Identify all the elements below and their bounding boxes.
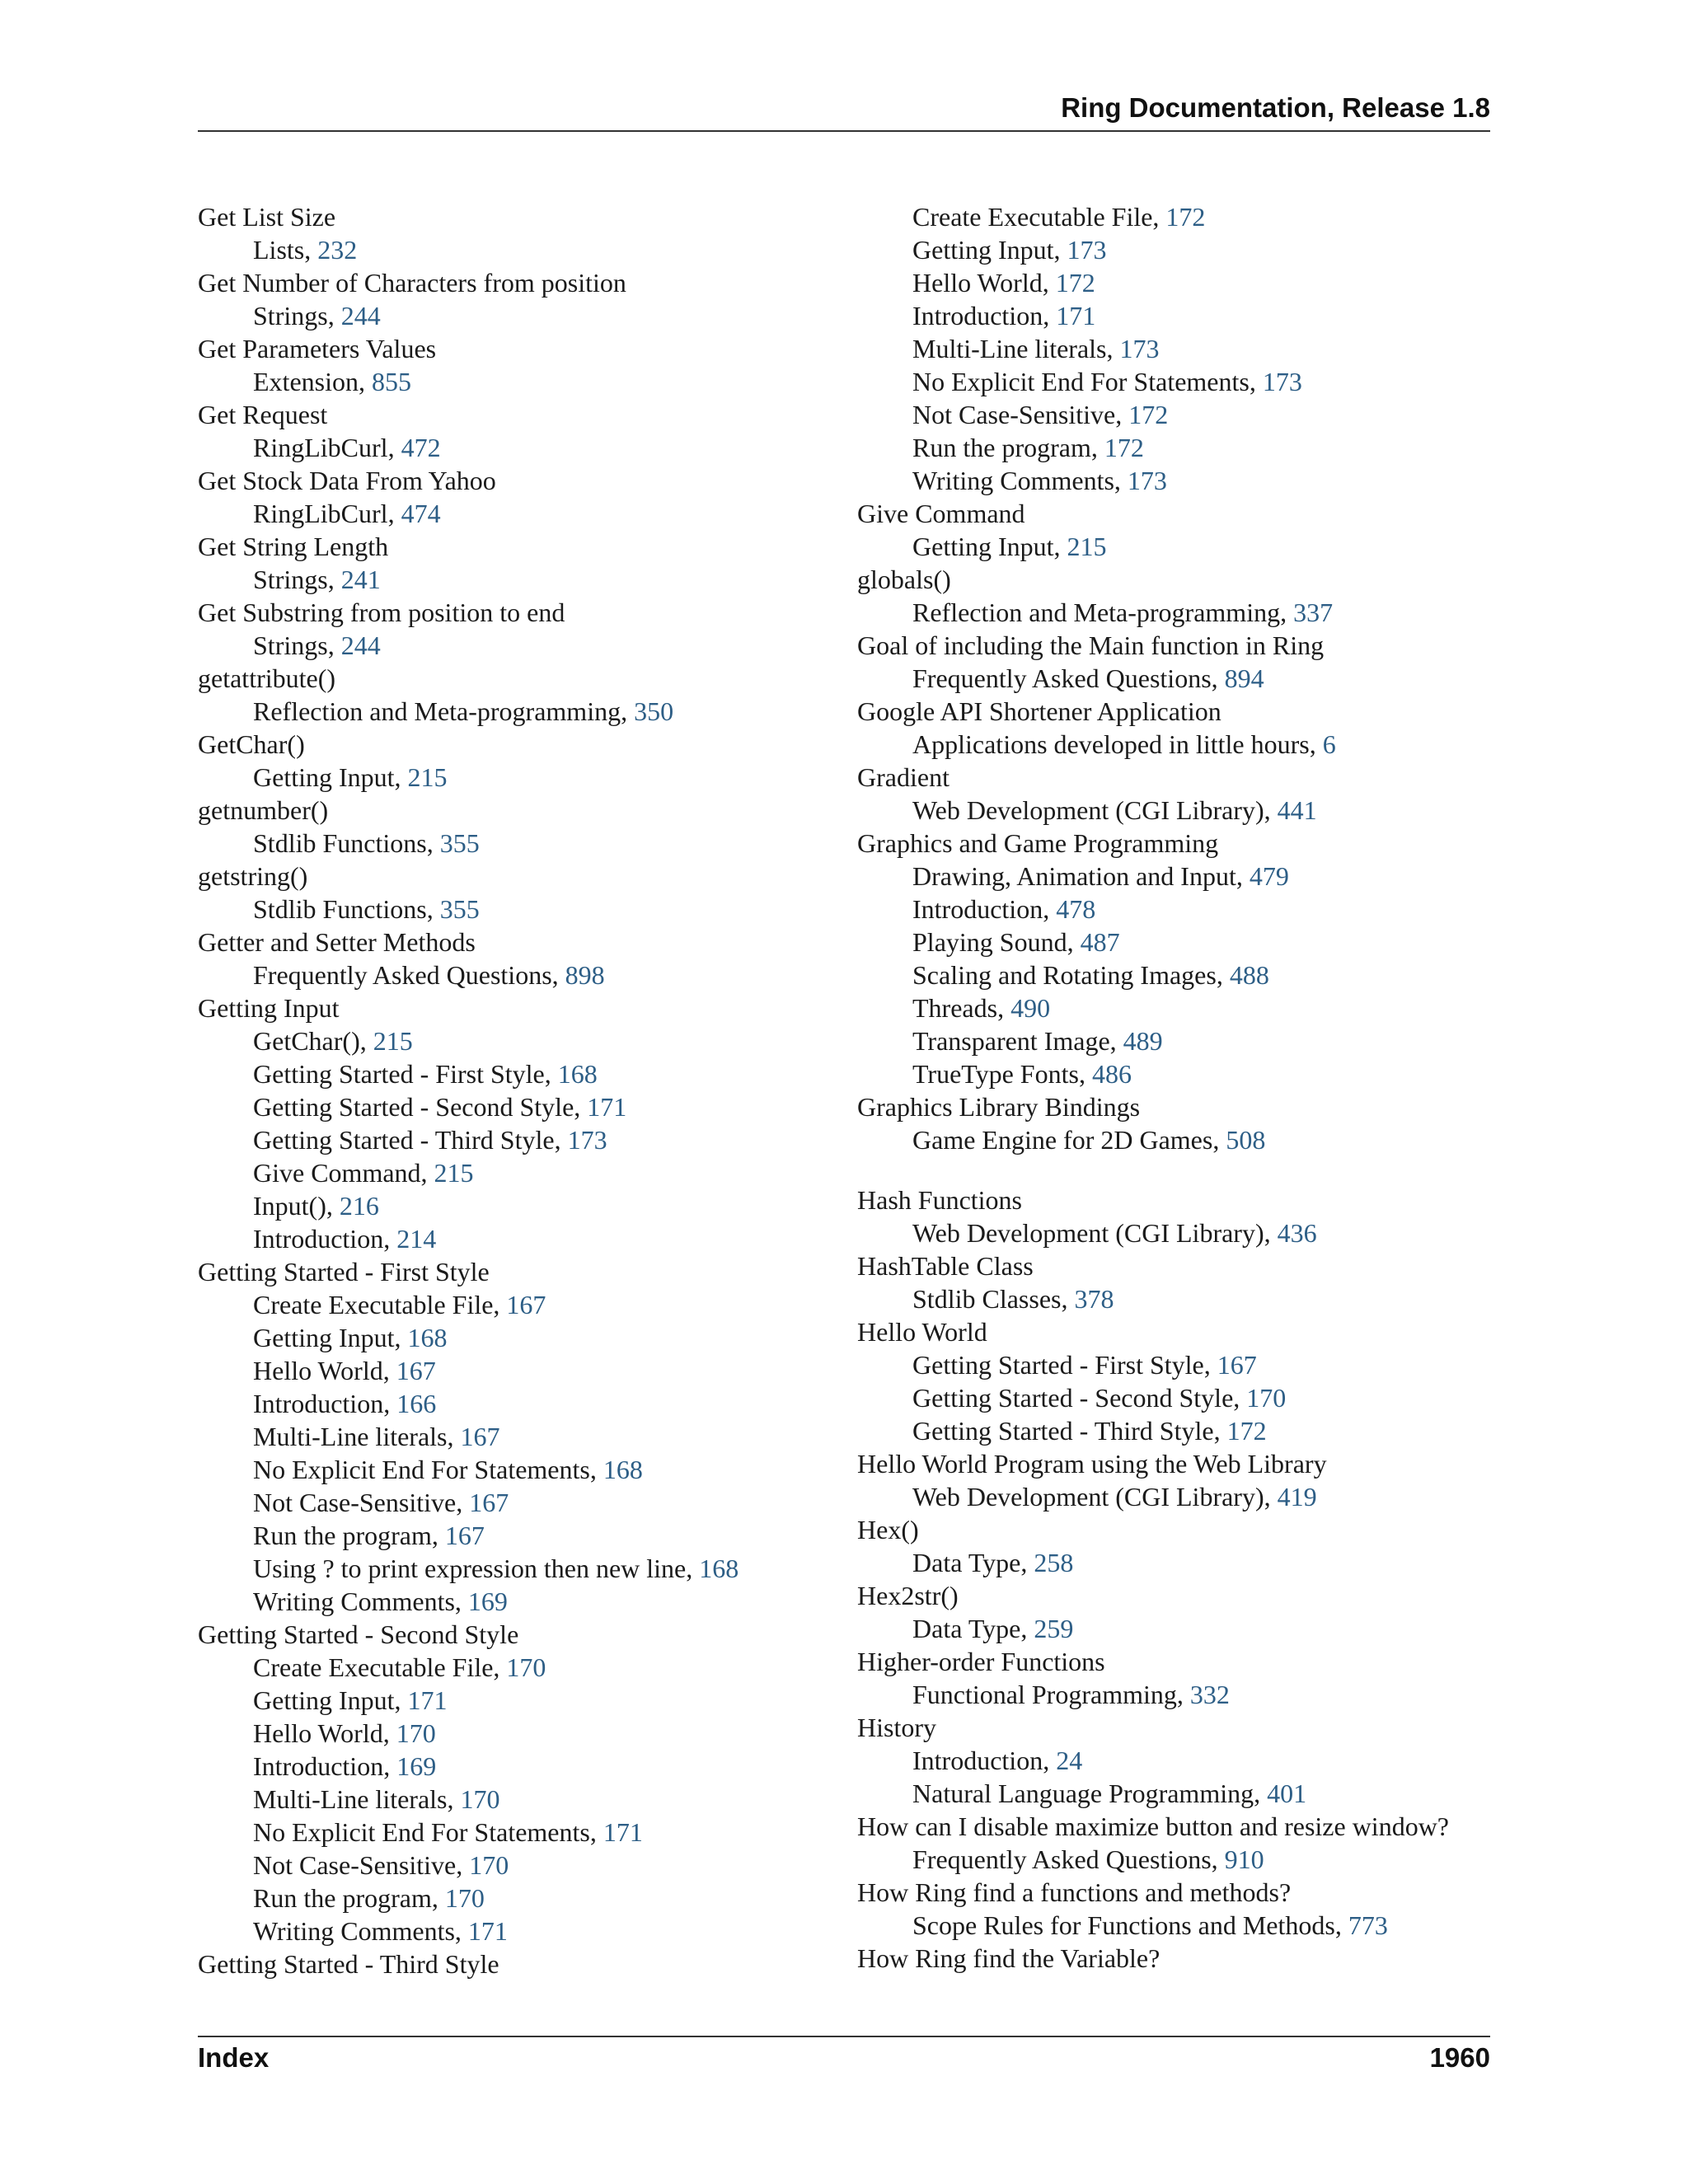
- index-subentry: [198, 1816, 841, 1849]
- index-subentry: [198, 1486, 841, 1519]
- index-subentry-label: Frequently Asked Questions,: [912, 663, 1225, 693]
- index-subentry-label: Data Type,: [912, 1548, 1034, 1577]
- index-subentry: [857, 1024, 1500, 1057]
- index-subentry: [857, 1381, 1500, 1414]
- index-subentry: [198, 1783, 841, 1816]
- index-term: Get String Length: [198, 532, 389, 561]
- page-reference-link[interactable]: 167: [506, 1290, 546, 1319]
- page-reference-link[interactable]: 215: [1067, 532, 1107, 561]
- page-reference-link[interactable]: 350: [634, 696, 674, 726]
- index-subentry: [857, 662, 1500, 695]
- index-term: Give Command: [857, 499, 1025, 528]
- index-subentry: [198, 1750, 841, 1783]
- index-subentry-label: No Explicit End For Statements,: [253, 1817, 603, 1847]
- index-subentry-label: Hello World,: [253, 1718, 396, 1748]
- index-column-left: [198, 200, 841, 1980]
- page-reference-link[interactable]: 489: [1123, 1026, 1163, 1056]
- index-subentry: [198, 1882, 841, 1915]
- running-header-title: Ring Documentation, Release 1.8: [1061, 92, 1490, 123]
- page-reference-link[interactable]: 167: [444, 1521, 485, 1550]
- page-reference-link[interactable]: 259: [1034, 1614, 1074, 1643]
- index-subentry: [198, 1321, 841, 1354]
- index-term: Getting Started - First Style: [198, 1257, 490, 1286]
- index-subentry-label: Reflection and Meta-programming,: [253, 696, 635, 726]
- index-subentry: [198, 1717, 841, 1750]
- index-subentry: [857, 1282, 1500, 1315]
- index-subentry-label: Input(),: [253, 1191, 340, 1221]
- page-reference-link[interactable]: 898: [565, 960, 605, 990]
- page-reference-link[interactable]: 172: [1226, 1416, 1267, 1446]
- index-subentry: [198, 1057, 841, 1090]
- index-subentry: [198, 431, 841, 464]
- page-reference-link[interactable]: 773: [1348, 1910, 1388, 1940]
- index-subentry-label: Getting Input,: [253, 1685, 408, 1715]
- index-subentry-label: Multi-Line literals,: [253, 1422, 461, 1451]
- index-subentry-label: Not Case-Sensitive,: [912, 400, 1129, 429]
- index-term: Getting Input: [198, 993, 340, 1023]
- page-reference-link[interactable]: 170: [460, 1784, 500, 1814]
- index-subentry: [857, 728, 1500, 761]
- index-subentry: [198, 299, 841, 332]
- index-subentry: [857, 596, 1500, 629]
- index-term: How Ring find a functions and methods?: [857, 1877, 1292, 1907]
- page-reference-link[interactable]: 172: [1055, 268, 1095, 298]
- index-subentry: [857, 365, 1500, 398]
- index-subentry-label: Getting Input,: [912, 532, 1067, 561]
- index-term: Gradient: [857, 762, 950, 792]
- page-reference-link[interactable]: 419: [1277, 1482, 1317, 1511]
- page-reference-link[interactable]: 170: [506, 1652, 546, 1682]
- index-subentry: [857, 332, 1500, 365]
- page-reference-link[interactable]: 855: [371, 367, 411, 396]
- index-subentry-label: Introduction,: [912, 1746, 1057, 1775]
- index-subentry-label: Introduction,: [912, 301, 1057, 330]
- index-subentry-label: Strings,: [253, 630, 341, 660]
- index-subentry: [198, 365, 841, 398]
- index-subentry-label: Writing Comments,: [253, 1586, 468, 1616]
- index-subentry-label: Strings,: [253, 301, 341, 330]
- index-subentry: [857, 1123, 1500, 1156]
- page-reference-link[interactable]: 355: [439, 828, 480, 858]
- index-term: Get Request: [198, 400, 328, 429]
- index-subentry-label: Introduction,: [253, 1751, 397, 1781]
- index-subentry-label: Stdlib Functions,: [253, 894, 440, 924]
- page-reference-link[interactable]: 171: [407, 1685, 448, 1715]
- page-reference-link[interactable]: 171: [603, 1817, 643, 1847]
- index-subentry-label: Natural Language Programming,: [912, 1779, 1268, 1808]
- index-subentry-label: Getting Started - First Style,: [253, 1059, 558, 1089]
- index-term: globals(): [857, 565, 951, 594]
- index-subentry-label: RingLibCurl,: [253, 433, 401, 462]
- index-subentry: [198, 893, 841, 926]
- index-subentry-label: Hello World,: [912, 268, 1056, 298]
- page-reference-link[interactable]: 167: [469, 1488, 509, 1517]
- page-reference-link[interactable]: 169: [396, 1751, 437, 1781]
- index-subentry: [857, 926, 1500, 958]
- page-reference-link[interactable]: 172: [1128, 400, 1169, 429]
- index-subentry: [857, 1348, 1500, 1381]
- index-subentry: [198, 1189, 841, 1222]
- page-reference-link[interactable]: 167: [460, 1422, 500, 1451]
- page-reference-link[interactable]: 171: [587, 1092, 627, 1122]
- page-reference-link[interactable]: 24: [1056, 1746, 1083, 1775]
- index-subentry-label: Frequently Asked Questions,: [253, 960, 565, 990]
- index-term: Hex2str(): [857, 1581, 959, 1610]
- index-column-right: [857, 200, 1500, 1975]
- page-reference-link[interactable]: 214: [396, 1224, 437, 1254]
- index-subentry-label: Scaling and Rotating Images,: [912, 960, 1230, 990]
- index-term: Getting Started - Second Style: [198, 1619, 519, 1649]
- index-term: Get Substring from position to end: [198, 598, 565, 627]
- page-reference-link[interactable]: 244: [340, 630, 381, 660]
- index-subentry-label: Getting Started - First Style,: [912, 1350, 1217, 1380]
- index-subentry: [198, 1420, 841, 1453]
- index-subentry: [198, 1585, 841, 1618]
- page-reference-link[interactable]: 215: [407, 762, 448, 792]
- page-reference-link[interactable]: 479: [1249, 861, 1289, 891]
- page-reference-link[interactable]: 244: [340, 301, 381, 330]
- index-subentry-label: Web Development (CGI Library),: [912, 1218, 1278, 1248]
- index-subentry: [857, 464, 1500, 497]
- page-reference-link[interactable]: 378: [1074, 1284, 1114, 1314]
- page-reference-link[interactable]: 436: [1277, 1218, 1317, 1248]
- page-reference-link[interactable]: 894: [1224, 663, 1264, 693]
- page-reference-link[interactable]: 401: [1267, 1779, 1307, 1808]
- page-reference-link[interactable]: 168: [603, 1455, 643, 1484]
- page-reference-link[interactable]: 168: [557, 1059, 598, 1089]
- header-rule: [198, 130, 1490, 132]
- index-subentry: [857, 530, 1500, 563]
- index-subentry-label: Introduction,: [253, 1389, 397, 1418]
- page-reference-link[interactable]: 487: [1080, 927, 1120, 957]
- page-reference-link[interactable]: 490: [1010, 993, 1051, 1023]
- page-reference-link[interactable]: 332: [1189, 1680, 1230, 1709]
- index-subentry-label: Hello World,: [253, 1356, 396, 1385]
- index-term: Hash Functions: [857, 1185, 1022, 1215]
- index-subentry-label: Run the program,: [253, 1883, 445, 1913]
- index-subentry: [857, 1216, 1500, 1249]
- index-subentry: [198, 1387, 841, 1420]
- index-subentry-label: Writing Comments,: [253, 1916, 468, 1946]
- page-reference-link[interactable]: 488: [1229, 960, 1269, 990]
- index-subentry-label: No Explicit End For Statements,: [912, 367, 1263, 396]
- index-subentry-label: TrueType Fonts,: [912, 1059, 1092, 1089]
- index-subentry: [198, 1123, 841, 1156]
- index-subentry: [198, 1024, 841, 1057]
- index-subentry: [198, 1849, 841, 1882]
- index-subentry: [198, 958, 841, 991]
- index-subentry-label: Stdlib Classes,: [912, 1284, 1075, 1314]
- index-subentry-label: Multi-Line literals,: [912, 334, 1120, 363]
- footer-page-number: 1960: [1429, 2042, 1490, 2073]
- page-reference-link[interactable]: 170: [396, 1718, 436, 1748]
- page-reference-link[interactable]: 170: [444, 1883, 485, 1913]
- page-reference-link[interactable]: 171: [1056, 301, 1096, 330]
- index-term: Get List Size: [198, 202, 336, 232]
- index-subentry-label: Introduction,: [912, 894, 1057, 924]
- index-term: Hello World Program using the Web Library: [857, 1449, 1327, 1479]
- index-subentry: [198, 1552, 841, 1585]
- index-subentry: [198, 1651, 841, 1684]
- page-reference-link[interactable]: 167: [396, 1356, 436, 1385]
- page-reference-link[interactable]: 172: [1104, 433, 1144, 462]
- index-term: Higher-order Functions: [857, 1647, 1105, 1676]
- index-subentry-label: Getting Input,: [253, 762, 408, 792]
- index-subentry-label: Extension,: [253, 367, 372, 396]
- index-subentry: [198, 1090, 841, 1123]
- index-subentry: [198, 1915, 841, 1947]
- page-reference-link[interactable]: 6: [1322, 729, 1336, 759]
- index-subentry-label: Using ? to print expression then new line,: [253, 1554, 700, 1583]
- index-term: Graphics and Game Programming: [857, 828, 1219, 858]
- index-subentry: [857, 233, 1500, 266]
- index-subentry: [857, 1612, 1500, 1645]
- index-subentry: [857, 431, 1500, 464]
- index-subentry: [198, 629, 841, 662]
- page-reference-link[interactable]: 171: [467, 1916, 508, 1946]
- index-subentry: [198, 1684, 841, 1717]
- index-subentry: [198, 827, 841, 860]
- index-subentry-label: Give Command,: [253, 1158, 434, 1188]
- index-subentry-label: Game Engine for 2D Games,: [912, 1125, 1226, 1155]
- index-subentry-label: No Explicit End For Statements,: [253, 1455, 603, 1484]
- index-subentry-label: Run the program,: [912, 433, 1104, 462]
- index-subentry: [857, 1843, 1500, 1876]
- index-subentry-label: Applications developed in little hours,: [912, 729, 1323, 759]
- index-subentry-label: Multi-Line literals,: [253, 1784, 461, 1814]
- index-subentry-label: Threads,: [912, 993, 1011, 1023]
- index-subentry-label: Web Development (CGI Library),: [912, 1482, 1278, 1511]
- index-subentry: [857, 893, 1500, 926]
- page-reference-link[interactable]: 508: [1226, 1125, 1266, 1155]
- index-term: HashTable Class: [857, 1251, 1034, 1281]
- index-subentry: [198, 1222, 841, 1255]
- page-reference-link[interactable]: 216: [339, 1191, 379, 1221]
- index-subentry-label: RingLibCurl,: [253, 499, 401, 528]
- index-subentry-label: Web Development (CGI Library),: [912, 795, 1278, 825]
- index-subentry-label: Getting Started - Third Style,: [253, 1125, 568, 1155]
- index-subentry: [198, 1453, 841, 1486]
- index-subentry: [857, 1480, 1500, 1513]
- index-subentry-label: Frequently Asked Questions,: [912, 1844, 1225, 1874]
- index-subentry-label: Create Executable File,: [253, 1652, 507, 1682]
- index-subentry: [857, 266, 1500, 299]
- index-subentry-label: Writing Comments,: [912, 466, 1128, 495]
- index-term: Google API Shortener Application: [857, 696, 1221, 726]
- index-subentry-label: Getting Started - Second Style,: [253, 1092, 588, 1122]
- footer-rule: [198, 2036, 1490, 2037]
- page-reference-link[interactable]: 169: [467, 1586, 508, 1616]
- page-reference-link[interactable]: 486: [1091, 1059, 1132, 1089]
- index-subentry-label: Reflection and Meta-programming,: [912, 598, 1294, 627]
- page-reference-link[interactable]: 172: [1165, 202, 1206, 232]
- index-subentry: [198, 1156, 841, 1189]
- page-reference-link[interactable]: 173: [567, 1125, 607, 1155]
- page-reference-link[interactable]: 170: [469, 1850, 509, 1880]
- index-subentry: [857, 398, 1500, 431]
- index-term: getstring(): [198, 861, 308, 891]
- page-reference-link[interactable]: 167: [1217, 1350, 1257, 1380]
- index-term: Hello World: [857, 1317, 987, 1347]
- page-reference-link[interactable]: 173: [1119, 334, 1160, 363]
- index-subentry-label: Create Executable File,: [912, 202, 1166, 232]
- index-subentry-label: GetChar(),: [253, 1026, 373, 1056]
- index-term: Goal of including the Main function in Ring: [857, 630, 1325, 660]
- index-term: Hex(): [857, 1515, 919, 1544]
- index-subentry-label: Playing Sound,: [912, 927, 1081, 957]
- index-term: Getting Started - Third Style: [198, 1949, 499, 1979]
- index-subentry-label: Transparent Image,: [912, 1026, 1123, 1056]
- footer-section-label: Index: [198, 2042, 270, 2073]
- index-subentry: [857, 200, 1500, 233]
- index-subentry: [857, 860, 1500, 893]
- index-subentry: [857, 1777, 1500, 1810]
- index-subentry-label: Stdlib Functions,: [253, 828, 440, 858]
- index-subentry: [198, 695, 841, 728]
- index-subentry: [198, 761, 841, 794]
- page-reference-link[interactable]: 472: [401, 433, 441, 462]
- index-term: How Ring find the Variable?: [857, 1943, 1160, 1973]
- index-subentry-label: Getting Started - Third Style,: [912, 1416, 1227, 1446]
- index-subentry-label: Getting Input,: [253, 1323, 408, 1352]
- page-reference-link[interactable]: 173: [1127, 466, 1167, 495]
- page-reference-link[interactable]: 166: [396, 1389, 437, 1418]
- index-subentry: [857, 1678, 1500, 1711]
- index-subentry-label: Drawing, Animation and Input,: [912, 861, 1250, 891]
- index-subentry: [857, 958, 1500, 991]
- index-subentry: [857, 1414, 1500, 1447]
- page-reference-link[interactable]: 215: [373, 1026, 413, 1056]
- index-subentry: [857, 1909, 1500, 1942]
- page-reference-link[interactable]: 441: [1277, 795, 1317, 825]
- page-reference-link[interactable]: 170: [1246, 1383, 1287, 1413]
- index-term: GetChar(): [198, 729, 305, 759]
- index-subentry: [857, 1057, 1500, 1090]
- page-reference-link[interactable]: 910: [1224, 1844, 1264, 1874]
- index-term: History: [857, 1713, 936, 1742]
- page-reference-link[interactable]: 168: [699, 1554, 739, 1583]
- index-subentry: [198, 497, 841, 530]
- index-subentry: [857, 299, 1500, 332]
- page-reference-link[interactable]: 173: [1262, 367, 1302, 396]
- index-subentry-label: Create Executable File,: [253, 1290, 507, 1319]
- page-reference-link[interactable]: 478: [1056, 894, 1096, 924]
- page-reference-link[interactable]: 232: [317, 235, 358, 265]
- index-term: Get Number of Characters from position: [198, 268, 626, 298]
- index-subentry-label: Getting Input,: [912, 235, 1067, 265]
- index-subentry-label: Data Type,: [912, 1614, 1034, 1643]
- index-subentry-label: Functional Programming,: [912, 1680, 1190, 1709]
- index-subentry: [857, 1744, 1500, 1777]
- index-term: getattribute(): [198, 663, 336, 693]
- index-term: getnumber(): [198, 795, 329, 825]
- page-reference-link[interactable]: 173: [1067, 235, 1107, 265]
- index-subentry-label: Scope Rules for Functions and Methods,: [912, 1910, 1348, 1940]
- index-subentry: [198, 1519, 841, 1552]
- index-subentry-label: Run the program,: [253, 1521, 445, 1550]
- page-reference-link[interactable]: 337: [1293, 598, 1334, 627]
- index-subentry-label: Not Case-Sensitive,: [253, 1488, 470, 1517]
- index-term: Get Stock Data From Yahoo: [198, 466, 496, 495]
- index-subentry-label: Getting Started - Second Style,: [912, 1383, 1247, 1413]
- index-term: Get Parameters Values: [198, 334, 437, 363]
- page-reference-link[interactable]: 258: [1034, 1548, 1074, 1577]
- index-term: Graphics Library Bindings: [857, 1092, 1141, 1122]
- index-subentry: [198, 233, 841, 266]
- index-subentry: [198, 563, 841, 596]
- page-reference-link[interactable]: 241: [340, 565, 381, 594]
- page-reference-link[interactable]: 215: [434, 1158, 474, 1188]
- page-reference-link[interactable]: 474: [401, 499, 441, 528]
- index-term: Getter and Setter Methods: [198, 927, 476, 957]
- index-subentry: [198, 1288, 841, 1321]
- index-subentry-label: Introduction,: [253, 1224, 397, 1254]
- index-subentry-label: Not Case-Sensitive,: [253, 1850, 470, 1880]
- page-reference-link[interactable]: 355: [439, 894, 480, 924]
- index-subentry: [857, 991, 1500, 1024]
- index-subentry-label: Lists,: [253, 235, 318, 265]
- index-subentry: [857, 1546, 1500, 1579]
- index-subentry: [198, 1354, 841, 1387]
- page-reference-link[interactable]: 168: [407, 1323, 448, 1352]
- index-subentry: [857, 794, 1500, 827]
- index-term: How can I disable maximize button and resize window?: [857, 1811, 1449, 1841]
- index-subentry-label: Strings,: [253, 565, 341, 594]
